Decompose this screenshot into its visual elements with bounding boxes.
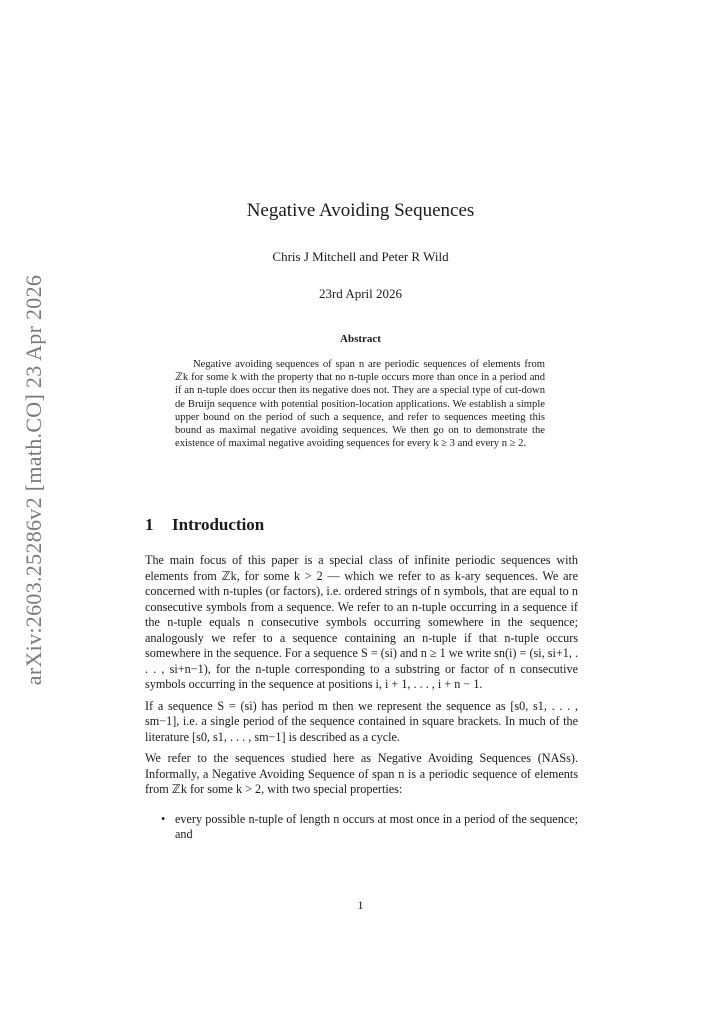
abstract-heading: Abstract [340,333,381,345]
abstract-text: Negative avoiding sequences of span n are periodic sequences of elements from ℤk for some k with the property that no n-tuple occurs more than once in a period and if an n-tuple does occur then its negative does not. They are a special type of cut-down de Bruijn sequence with potential position-location applications. We establish a simple upper bound on the period of such a sequence, and refer to sequences meeting this bound as maximal negative avoiding sequences. We then go on to demonstrate the existence of maximal negative avoiding sequences for every k ≥ 3 and every n ≥ 2. [175,359,545,450]
paragraph: We refer to the sequences studied here as Negative Avoiding Sequences (NASs). Informally, a Negative Avoiding Sequence of span n is a periodic sequence of elements from ℤk for some k > 2, with two special properties: [145,751,578,796]
paragraph: The main focus of this paper is a special class of infinite periodic sequences with elements from ℤk, for some k > 2 — which we refer to as k-ary sequences. We are concerned with n-tuples (or factors), i.e. ordered strings of n symbols, that are equal to n consecutive symbols from a sequence. We refer to an n-tuple occurring in a sequence if the n-tuple equals n consecutive symbols occurring somewhere in the sequence; analogously we refer to a sequence containing an n-tuple if that n-tuple occurs somewhere in the sequence. For a sequence S = (si) and n ≥ 1 we write sn(i) = (si, si+1, . . . , si+n−1), for the n-tuple corresponding to a substring or factor of n consecutive symbols occurring in the sequence at positions i, i + 1, . . . , i + n − 1. [145,553,578,691]
body-text [145,553,578,843]
bullet-list [145,812,578,843]
section-heading [145,515,264,535]
section-number: 1 [145,515,154,534]
bullet-icon: • [161,811,166,826]
paper-authors: Chris J Mitchell and Peter R Wild [272,249,449,264]
list-item-text: every possible n-tuple of length n occurs at most once in a period of the sequence; and [175,811,578,841]
paragraph: If a sequence S = (si) has period m then we represent the sequence as [s0, s1, . . . , sm−1], i.e. a single period of the sequence contained in square brackets. In much of the literature [s0, s1, . . . , sm−1] is described as a cycle. [145,698,578,744]
page-number: 1 [357,898,364,912]
arxiv-identifier: arXiv:2603.25286v2 [math.CO] 23 Apr 2026 [21,274,46,686]
section-title: Introduction [172,515,265,534]
list-item [161,811,578,843]
paper-date: 23rd April 2026 [318,286,403,301]
paper-title: Negative Avoiding Sequences [246,200,475,221]
